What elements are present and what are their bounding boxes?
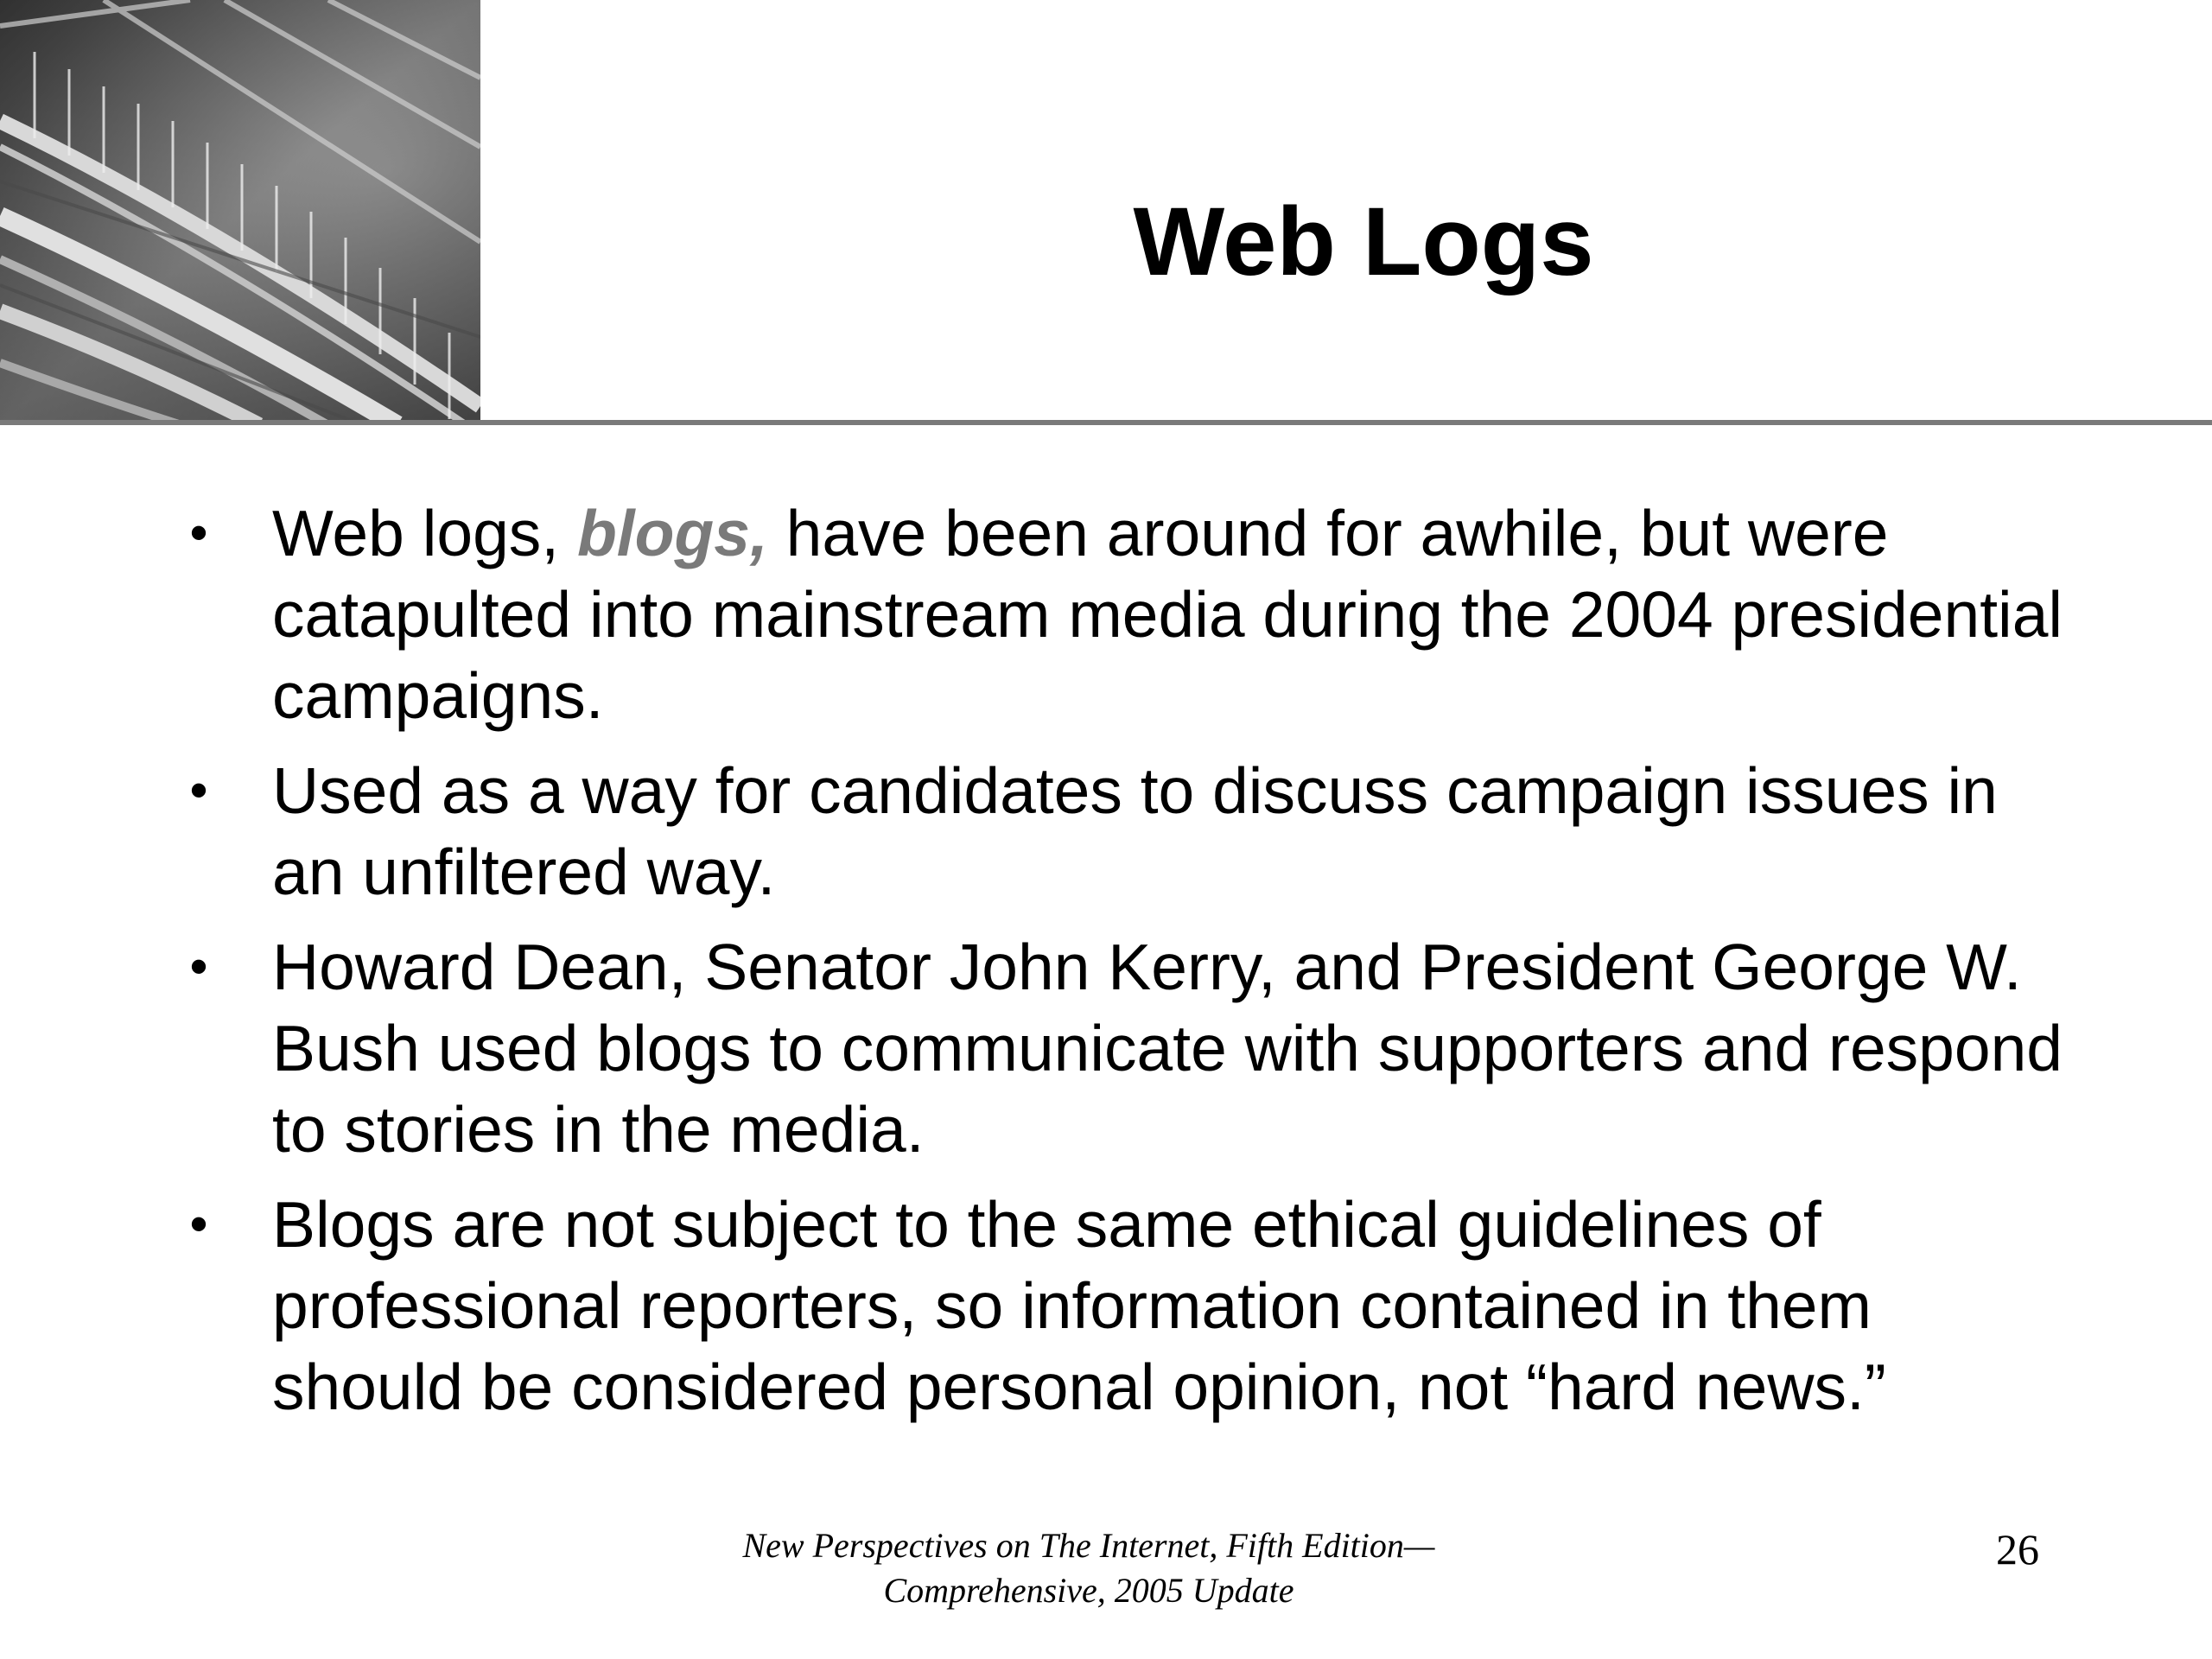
bullet-text-continued: have been around for awhile, but were catapulted into mainstream media during the 2004 presidential campaigns. bbox=[272, 497, 2063, 732]
bullet-text: Blogs are not subject to the same ethical guidelines of professional reporters, so information contained in them should be considered personal opinion, not “hard news.” bbox=[272, 1188, 1886, 1423]
footer-line-1: New Perspectives on The Internet, Fifth Edition— bbox=[742, 1526, 1435, 1565]
bullet-glyph: • bbox=[189, 1195, 208, 1253]
bullet-item bbox=[181, 1184, 2065, 1427]
bullet-text: Howard Dean, Senator John Kerry, and President George W. Bush used blogs to communicate with supporters and respond to stories in the media. bbox=[272, 931, 2063, 1166]
footer-line-2: Comprehensive, 2005 Update bbox=[883, 1571, 1294, 1610]
title-divider bbox=[0, 420, 2212, 425]
bullet-glyph: • bbox=[189, 761, 208, 819]
bullet-emphasis: blogs, bbox=[576, 497, 768, 569]
bullet-item bbox=[181, 493, 2065, 736]
architecture-illustration bbox=[0, 0, 480, 425]
bullet-list bbox=[181, 493, 2065, 1441]
bullet-glyph: • bbox=[189, 504, 208, 562]
header-photo bbox=[0, 0, 480, 425]
bullet-glyph: • bbox=[189, 938, 208, 995]
bullet-text: Web logs, bbox=[272, 497, 577, 569]
bullet-item bbox=[181, 926, 2065, 1170]
page-number: 26 bbox=[1996, 1525, 2039, 1573]
bullet-text: Used as a way for candidates to discuss campaign issues in an unfiltered way. bbox=[272, 754, 1998, 908]
slide-title: Web Logs bbox=[1133, 188, 1594, 296]
bullet-item bbox=[181, 750, 2065, 912]
footer-citation bbox=[553, 1523, 1624, 1613]
